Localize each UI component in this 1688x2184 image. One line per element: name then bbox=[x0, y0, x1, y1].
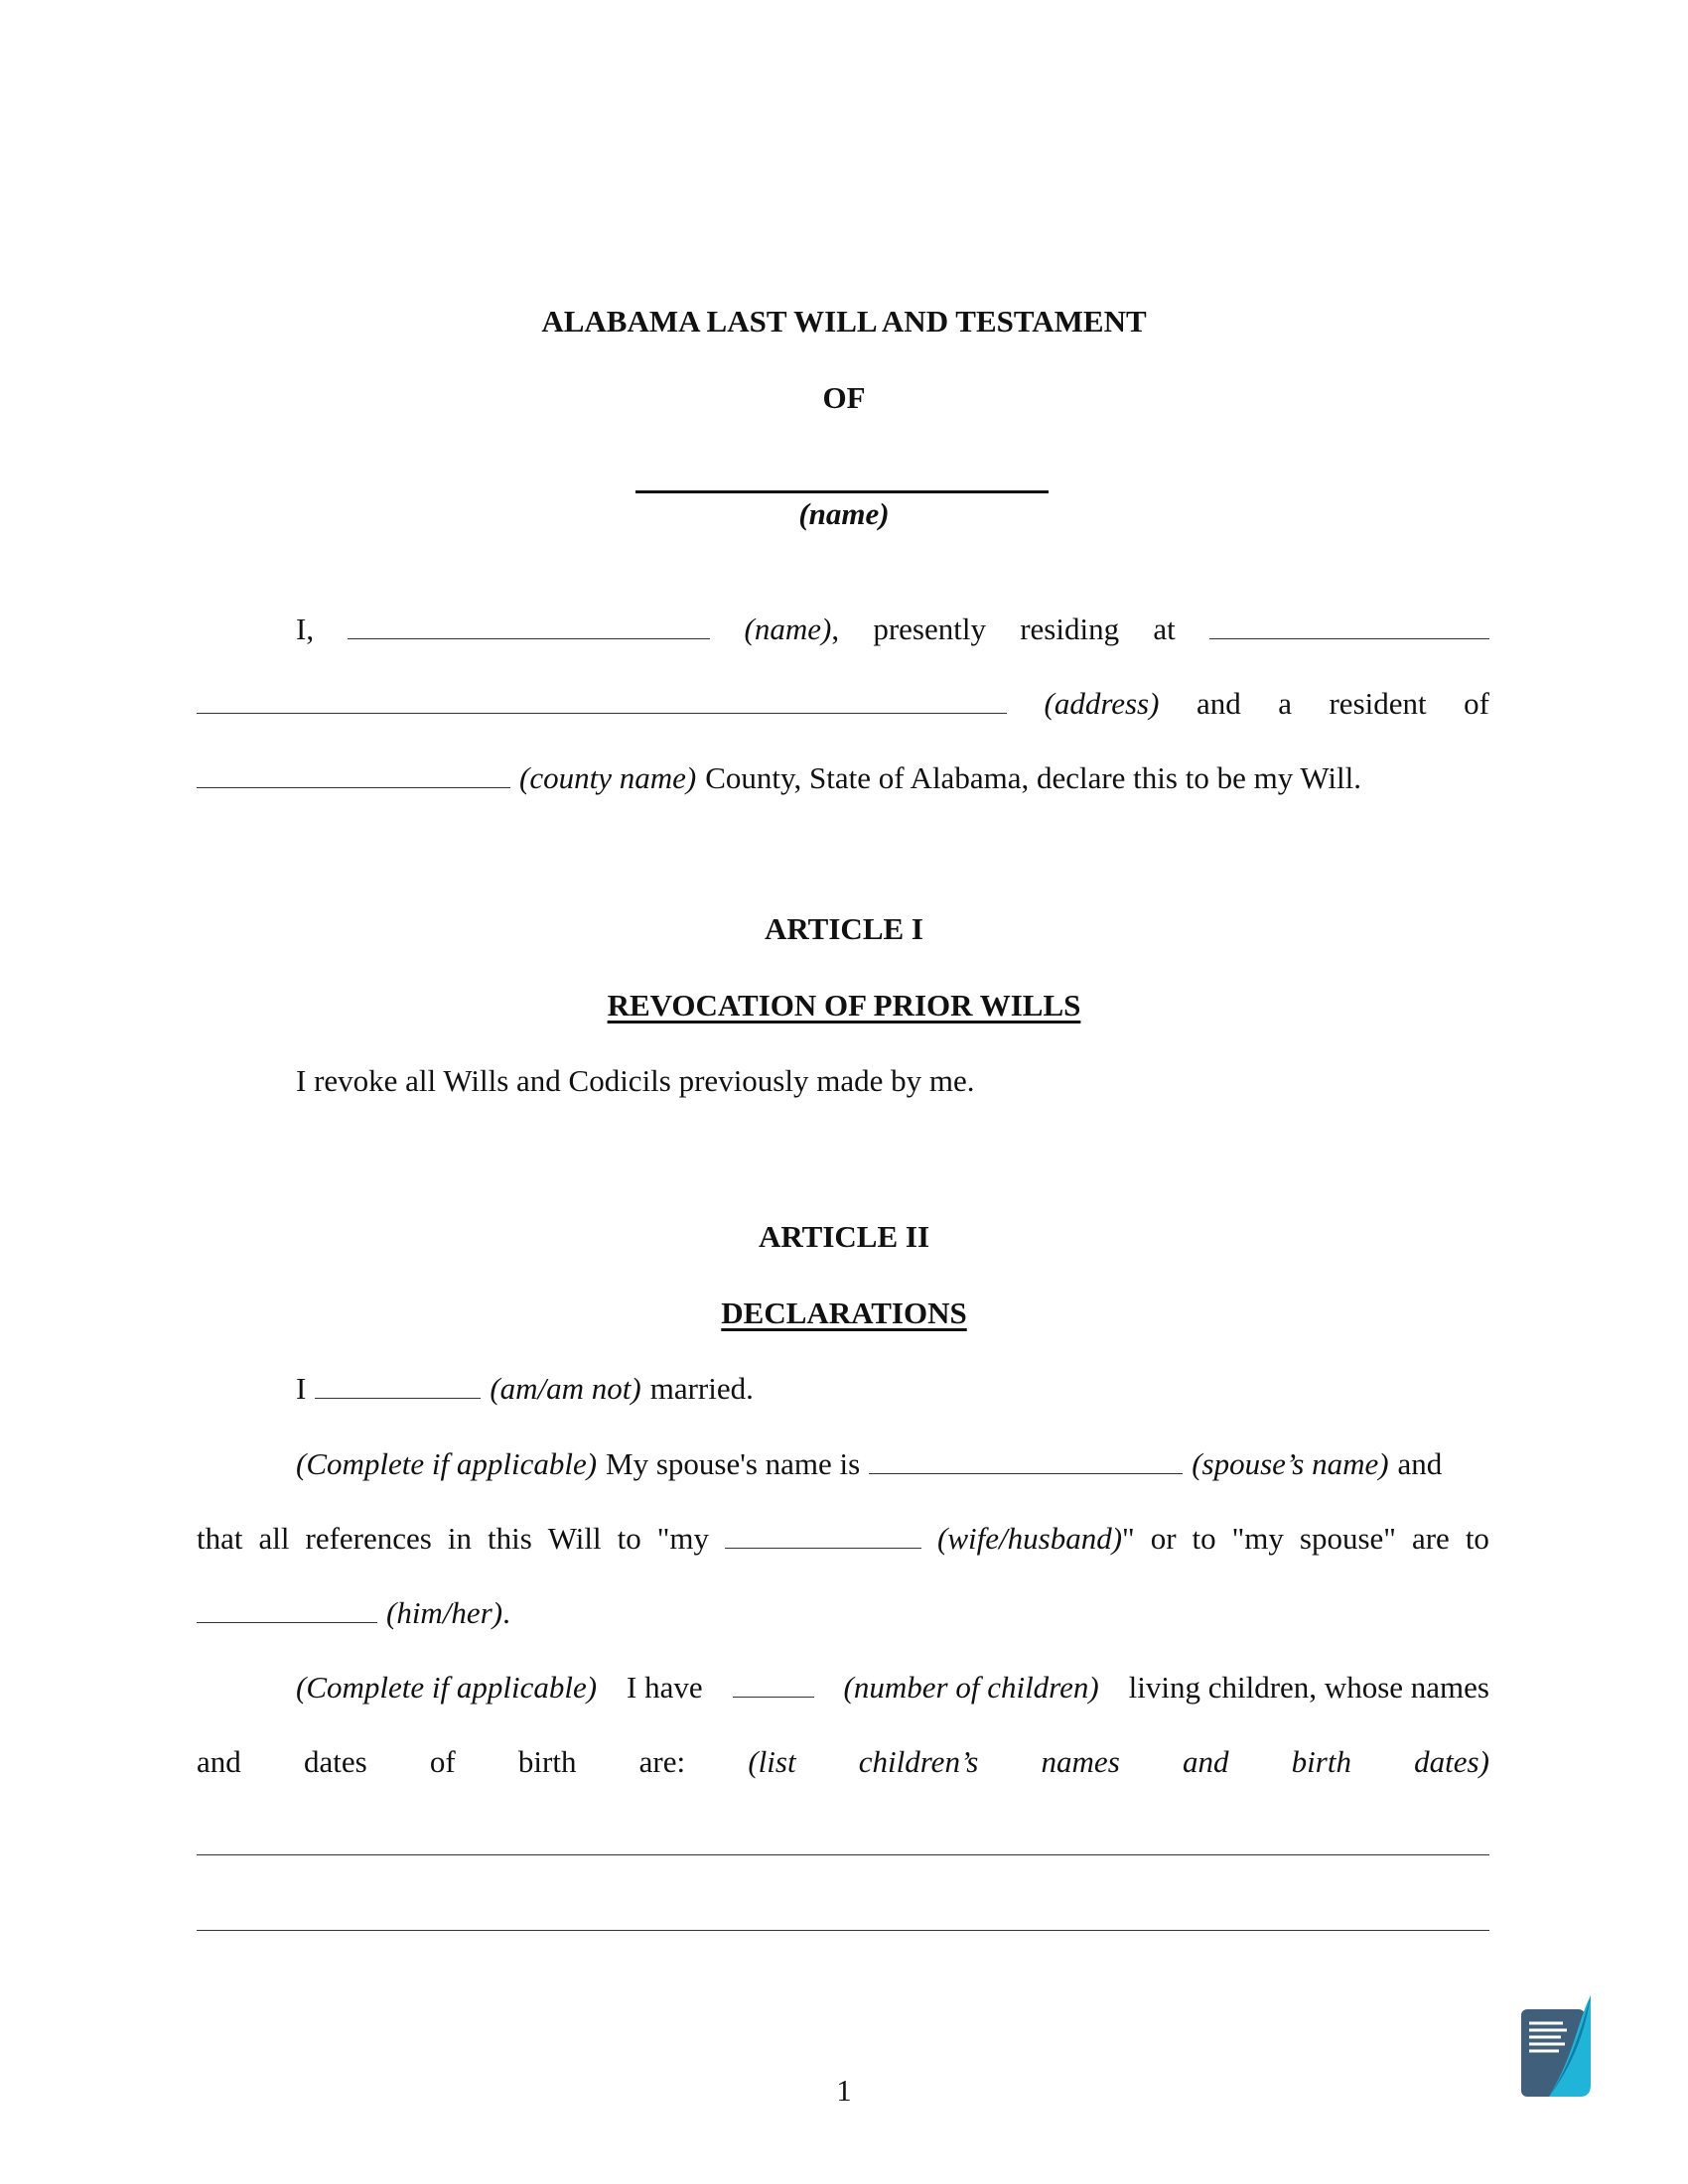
ref-tail-word: are bbox=[1411, 1521, 1450, 1556]
spouse-hint: (spouse’s name) bbox=[1192, 1446, 1389, 1481]
dates-word: dates bbox=[303, 1744, 367, 1779]
dates-hint-word: and bbox=[1182, 1744, 1229, 1779]
him-her-group bbox=[386, 1595, 510, 1631]
intro-comma: , bbox=[831, 612, 840, 646]
page-number: 1 bbox=[836, 2073, 852, 2108]
wife-husband-hint: (wife/husband) bbox=[937, 1521, 1123, 1556]
dates-word: birth bbox=[517, 1744, 577, 1779]
document-title: ALABAMA LAST WILL AND TESTAMENT bbox=[541, 304, 1147, 339]
dates-hint-word: birth bbox=[1291, 1744, 1351, 1779]
article-1-heading: ARTICLE I bbox=[765, 911, 923, 946]
article-1-subheading-text: REVOCATION OF PRIOR WILLS bbox=[607, 988, 1081, 1023]
ref-word: this bbox=[487, 1521, 532, 1556]
name-caption: (name) bbox=[798, 496, 890, 531]
spouse-prefix: (Complete if applicable) bbox=[296, 1446, 598, 1481]
ref-word: Will bbox=[547, 1521, 602, 1556]
dates-line bbox=[197, 1744, 1489, 1780]
married-line bbox=[296, 1371, 1489, 1407]
ref-word: in bbox=[447, 1521, 472, 1556]
ref-word: that bbox=[197, 1521, 243, 1556]
children-list-line-1 bbox=[197, 1854, 1489, 1855]
dates-word: and bbox=[197, 1744, 241, 1779]
married-hint: (am/am not) bbox=[490, 1371, 641, 1406]
county-hint: (county name) bbox=[519, 760, 697, 795]
him-her-period: . bbox=[502, 1595, 510, 1630]
ref-tail-word: to bbox=[1465, 1521, 1489, 1556]
ref-tail-word: spouse" bbox=[1299, 1521, 1396, 1556]
spouse-and: and bbox=[1397, 1446, 1443, 1481]
intro-i: I, bbox=[296, 612, 315, 646]
intro-presently: presently bbox=[873, 612, 986, 646]
intro-line-3 bbox=[197, 760, 1489, 796]
children-count-blank bbox=[733, 1675, 814, 1698]
intro-a: a bbox=[1278, 686, 1292, 721]
document-logo-icon bbox=[1519, 1993, 1593, 2103]
dates-word: of bbox=[429, 1744, 456, 1779]
children-prefix: (Complete if applicable) bbox=[296, 1670, 598, 1705]
married-tail: married. bbox=[649, 1371, 754, 1406]
ref-tail-word: "my bbox=[1231, 1521, 1284, 1556]
article-2-subheading bbox=[0, 1296, 1688, 1331]
county-tail: County, State of Alabama, declare this to be my Will. bbox=[705, 760, 1361, 795]
ref-word: to bbox=[617, 1521, 641, 1556]
married-i: I bbox=[296, 1371, 307, 1406]
ref-tail-word: to bbox=[1192, 1521, 1216, 1556]
him-her-line bbox=[197, 1595, 1489, 1631]
intro-and: and bbox=[1196, 686, 1241, 721]
wife-husband-group bbox=[937, 1521, 1135, 1557]
children-line bbox=[296, 1670, 1489, 1706]
him-her-hint: (him/her) bbox=[386, 1595, 503, 1630]
intro-line-1 bbox=[296, 612, 1489, 647]
dates-hint-word: children’s bbox=[858, 1744, 979, 1779]
article-1-subheading bbox=[0, 988, 1688, 1024]
ref-word: references bbox=[305, 1521, 432, 1556]
him-her-blank bbox=[197, 1600, 377, 1623]
article-2-heading: ARTICLE II bbox=[758, 1219, 930, 1254]
dates-word: are: bbox=[638, 1744, 686, 1779]
revocation-text: I revoke all Wills and Codicils previously made by me. bbox=[296, 1063, 975, 1098]
intro-of: of bbox=[1464, 686, 1489, 721]
references-line bbox=[197, 1521, 1489, 1557]
spouse-line bbox=[296, 1446, 1489, 1482]
testator-name-line bbox=[635, 490, 1049, 493]
address-blank-1 bbox=[1209, 616, 1489, 639]
children-hint: (number of children) bbox=[843, 1670, 1099, 1705]
ref-word: "my bbox=[656, 1521, 710, 1556]
intro-name-group bbox=[745, 612, 840, 647]
name-blank bbox=[348, 616, 710, 639]
ref-tail-word: or bbox=[1150, 1521, 1177, 1556]
intro-line-2 bbox=[197, 686, 1489, 722]
children-list-line-2 bbox=[197, 1930, 1489, 1931]
spouse-name-blank bbox=[869, 1451, 1183, 1474]
article-2-subheading-text: DECLARATIONS bbox=[721, 1296, 967, 1330]
spouse-text: My spouse's name is bbox=[606, 1446, 861, 1481]
dates-hint-word: (list bbox=[748, 1744, 796, 1779]
title-of: OF bbox=[822, 380, 866, 415]
intro-at: at bbox=[1153, 612, 1176, 646]
county-blank bbox=[197, 765, 510, 788]
ref-close-quote: " bbox=[1122, 1521, 1135, 1556]
wife-husband-blank bbox=[725, 1526, 921, 1549]
intro-residing: residing bbox=[1020, 612, 1120, 646]
married-blank bbox=[315, 1376, 481, 1399]
address-hint: (address) bbox=[1044, 686, 1160, 721]
dates-hint-word: dates) bbox=[1414, 1744, 1489, 1779]
name-hint: (name) bbox=[744, 612, 832, 646]
intro-resident: resident bbox=[1329, 686, 1427, 721]
revocation-line bbox=[296, 1063, 1489, 1099]
children-have: I have bbox=[627, 1670, 703, 1705]
address-blank-2 bbox=[197, 691, 1007, 714]
ref-word: all bbox=[258, 1521, 290, 1556]
dates-hint-word: names bbox=[1041, 1744, 1120, 1779]
children-tail: living children, whose names bbox=[1128, 1670, 1489, 1705]
